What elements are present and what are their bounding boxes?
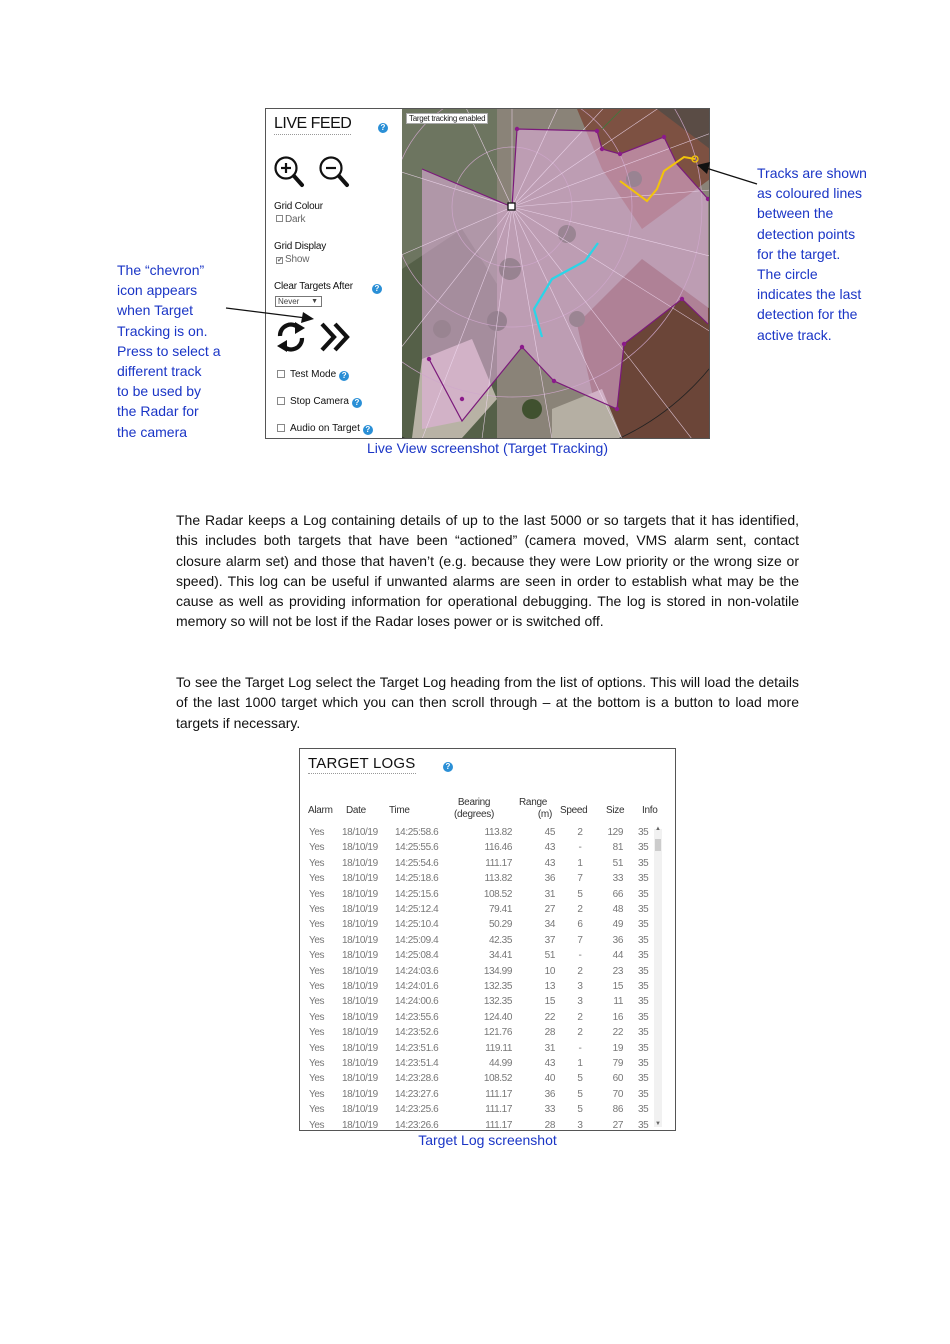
help-icon[interactable]: ? xyxy=(339,371,349,381)
cell-speed: 2 xyxy=(577,904,583,915)
help-icon[interactable]: ? xyxy=(372,284,382,294)
cell-speed: 3 xyxy=(577,996,583,1008)
cell-date: 18/10/19 xyxy=(342,857,378,869)
cell-size: 49 xyxy=(612,919,623,931)
cell-bearing: 119.11 xyxy=(485,1042,512,1054)
dropdown-arrow-icon: ▼ xyxy=(311,298,318,305)
table-row[interactable] xyxy=(300,918,675,933)
cell-time: 14:25:15.6 xyxy=(395,888,439,900)
cell-time: 14:24:00.6 xyxy=(395,996,439,1008)
chevron-annotation xyxy=(117,260,235,442)
cell-info: 35 xyxy=(638,1058,649,1069)
cell-info: 35 xyxy=(638,827,649,838)
cell-range: 51 xyxy=(544,950,555,962)
cell-size: 70 xyxy=(612,1088,623,1100)
cell-range: 31 xyxy=(544,1042,555,1054)
cell-size: 23 xyxy=(612,965,623,977)
cell-bearing: 116.46 xyxy=(484,842,512,854)
table-row[interactable] xyxy=(300,1042,675,1057)
cell-size: 81 xyxy=(612,842,623,854)
cell-bearing: 111.17 xyxy=(485,857,512,869)
table-row[interactable] xyxy=(300,903,675,918)
column-header-date[interactable]: Date xyxy=(346,805,366,816)
column-header-size[interactable]: Size xyxy=(606,805,625,816)
cell-speed: 5 xyxy=(577,888,583,900)
tracks-annotation-line: as coloured lines xyxy=(757,185,863,202)
cell-size: 66 xyxy=(612,888,623,900)
column-header-time[interactable]: Time xyxy=(389,805,410,816)
cell-speed: 6 xyxy=(577,919,583,931)
cell-alarm: Yes xyxy=(309,1073,325,1085)
cell-info: 35 xyxy=(638,888,649,900)
cell-range: 36 xyxy=(544,873,555,885)
table-row[interactable] xyxy=(300,1088,675,1103)
cell-speed: 2 xyxy=(577,1027,583,1039)
cell-time: 14:23:27.6 xyxy=(395,1088,439,1100)
column-header-bearing-line1: Bearing xyxy=(457,797,491,808)
column-header-bearing[interactable] xyxy=(446,797,502,821)
cell-alarm: Yes xyxy=(309,827,325,838)
cell-bearing: 42.35 xyxy=(488,934,512,946)
cell-time: 14:25:10.4 xyxy=(395,919,439,931)
cell-speed: - xyxy=(578,1042,582,1054)
table-row[interactable] xyxy=(300,995,675,1010)
tracks-annotation-line: for the target. xyxy=(757,245,841,262)
table-row[interactable] xyxy=(300,965,675,980)
cell-time: 14:23:25.6 xyxy=(395,1104,439,1116)
cell-speed: - xyxy=(578,842,582,854)
cell-date: 18/10/19 xyxy=(342,1027,378,1039)
table-row[interactable] xyxy=(300,826,675,841)
table-row[interactable] xyxy=(300,872,675,887)
cell-alarm: Yes xyxy=(309,842,325,854)
cell-info: 35 xyxy=(638,950,649,962)
tracks-annotation-line: between the xyxy=(757,205,834,222)
cell-range: 22 xyxy=(544,1011,555,1023)
cell-range: 10 xyxy=(544,965,555,977)
test-mode-label: Test Mode xyxy=(290,369,337,380)
cell-bearing: 113.82 xyxy=(484,827,512,838)
scrollbar-thumb[interactable] xyxy=(655,839,661,851)
target-logs-table-body[interactable] xyxy=(300,826,675,1130)
table-row[interactable] xyxy=(300,1072,675,1087)
cell-date: 18/10/19 xyxy=(342,873,378,885)
cell-time: 14:23:51.6 xyxy=(395,1042,439,1054)
cell-date: 18/10/19 xyxy=(342,842,378,854)
cell-range: 15 xyxy=(544,996,555,1008)
cell-info: 35 xyxy=(638,919,649,931)
cell-alarm: Yes xyxy=(309,857,325,869)
cell-range: 45 xyxy=(544,827,555,838)
cell-size: 60 xyxy=(612,1073,623,1085)
cell-speed: 2 xyxy=(577,827,583,838)
cell-alarm: Yes xyxy=(309,919,325,931)
help-icon[interactable]: ? xyxy=(363,425,373,435)
cell-bearing: 108.52 xyxy=(483,1073,512,1085)
scroll-up-arrow-icon[interactable]: ▲ xyxy=(655,826,661,832)
cell-info: 35 xyxy=(638,1011,649,1023)
cell-size: 79 xyxy=(612,1058,623,1069)
scrollbar[interactable] xyxy=(654,829,662,1127)
live-view-caption: Live View screenshot (Target Tracking) xyxy=(367,440,608,456)
cell-time: 14:25:09.4 xyxy=(395,934,439,946)
cell-speed: 7 xyxy=(577,873,583,885)
cell-bearing: 121.76 xyxy=(483,1027,512,1039)
cell-bearing: 79.41 xyxy=(488,904,512,915)
cell-date: 18/10/19 xyxy=(342,1058,378,1069)
cell-alarm: Yes xyxy=(309,1119,325,1130)
target-logs-title: TARGET LOGS xyxy=(308,755,416,772)
cell-size: 129 xyxy=(607,827,623,838)
cell-range: 13 xyxy=(544,981,555,992)
scroll-down-arrow-icon[interactable]: ▼ xyxy=(655,1121,661,1127)
cell-info: 35 xyxy=(638,1104,649,1116)
cell-alarm: Yes xyxy=(309,996,325,1008)
cell-alarm: Yes xyxy=(309,873,325,885)
column-header-bearing-line2: (degrees) xyxy=(453,809,495,820)
table-row[interactable] xyxy=(300,1026,675,1041)
cell-speed: 2 xyxy=(577,965,583,977)
cell-time: 14:24:01.6 xyxy=(395,981,439,992)
cell-date: 18/10/19 xyxy=(342,934,378,946)
cell-bearing: 124.40 xyxy=(483,1011,512,1023)
cell-time: 14:25:18.6 xyxy=(395,873,439,885)
cell-time: 14:25:58.6 xyxy=(395,827,439,838)
cell-date: 18/10/19 xyxy=(342,1088,378,1100)
table-row[interactable] xyxy=(300,949,675,964)
table-row[interactable] xyxy=(300,1011,675,1026)
stop-camera-label: Stop Camera xyxy=(290,396,349,407)
paragraph-target-log-intro: The Radar keeps a Log containing details of up to the last 5000 or so targets that it has identified, this includes both targets that have been “actioned” (camera moved, VMS alarm sent, contact closure alarm set) and those that haven’t (e.g. because they were Low priority or the wrong size or speed). This log can be useful if unwanted alarms are seen in order to establish what may be the cause as well as providing information for operational debugging. The log is stored in non-volatile memory so will not be lost if the Radar loses power or is switched off. xyxy=(176,512,799,630)
cell-size: 27 xyxy=(612,1119,623,1130)
cell-speed: 5 xyxy=(577,1088,583,1100)
cell-speed: 5 xyxy=(577,1104,583,1116)
cell-range: 28 xyxy=(544,1119,555,1130)
audio-on-target-label: Audio on Target xyxy=(290,423,360,434)
table-row[interactable] xyxy=(300,888,675,903)
cell-range: 28 xyxy=(544,1027,555,1039)
cell-alarm: Yes xyxy=(309,1088,325,1100)
cell-size: 19 xyxy=(612,1042,623,1054)
help-icon[interactable]: ? xyxy=(378,123,388,133)
paragraph-target-log-howto: To see the Target Log select the Target Log heading from the list of options. This will load the details of the last 1000 target which you can then scroll through – at the bottom is a button to load more targets if necessary. xyxy=(176,674,799,731)
cell-bearing: 132.35 xyxy=(483,981,512,992)
cell-range: 27 xyxy=(544,904,555,915)
cell-speed: 3 xyxy=(577,1119,583,1130)
cell-alarm: Yes xyxy=(309,1058,325,1069)
cell-bearing: 111.17 xyxy=(485,1119,512,1130)
cell-size: 48 xyxy=(612,904,623,915)
cell-info: 35 xyxy=(638,1088,649,1100)
cell-info: 35 xyxy=(638,904,649,915)
cell-date: 18/10/19 xyxy=(342,1119,378,1130)
cell-date: 18/10/19 xyxy=(342,1073,378,1085)
cell-bearing: 113.82 xyxy=(484,873,512,885)
column-header-range-line2: (m) xyxy=(537,809,552,820)
cell-size: 11 xyxy=(613,996,623,1008)
cell-date: 18/10/19 xyxy=(342,919,378,931)
cell-range: 43 xyxy=(544,1058,555,1069)
cell-range: 40 xyxy=(544,1073,555,1085)
cell-date: 18/10/19 xyxy=(342,965,378,977)
table-row[interactable] xyxy=(300,1103,675,1118)
cell-date: 18/10/19 xyxy=(342,888,378,900)
cell-alarm: Yes xyxy=(309,965,325,977)
cell-alarm: Yes xyxy=(309,950,325,962)
cell-speed: 1 xyxy=(577,857,583,869)
grid-colour-label: Grid Colour xyxy=(274,201,323,212)
table-row[interactable] xyxy=(300,857,675,872)
column-header-info[interactable]: Info xyxy=(642,805,658,816)
cell-bearing: 34.41 xyxy=(488,950,512,962)
tracks-annotation-line: detection for the xyxy=(757,306,858,323)
live-feed-title: LIVE FEED xyxy=(274,115,351,135)
map-status-label: Target tracking enabled xyxy=(406,113,488,124)
cell-info: 35 xyxy=(638,981,649,992)
help-icon[interactable]: ? xyxy=(352,398,362,408)
cell-time: 14:23:55.6 xyxy=(395,1011,439,1023)
chevron-annotation-line: The “chevron” xyxy=(117,262,205,278)
cell-alarm: Yes xyxy=(309,904,325,915)
cell-size: 86 xyxy=(612,1104,623,1116)
chevron-annotation-line: when Target xyxy=(117,302,194,319)
cell-range: 33 xyxy=(544,1104,555,1116)
cell-range: 36 xyxy=(544,1088,555,1100)
target-logs-screenshot xyxy=(299,748,676,1131)
cell-speed: 3 xyxy=(577,981,583,992)
cell-info: 35 xyxy=(638,996,649,1008)
grid-display-label: Grid Display xyxy=(274,241,327,252)
cell-alarm: Yes xyxy=(309,1027,325,1039)
table-row[interactable] xyxy=(300,934,675,949)
cell-alarm: Yes xyxy=(309,1104,325,1116)
target-log-caption: Target Log screenshot xyxy=(418,1132,557,1148)
cell-info: 35 xyxy=(638,842,649,854)
cell-size: 22 xyxy=(612,1027,623,1039)
cell-date: 18/10/19 xyxy=(342,1042,378,1054)
cell-size: 33 xyxy=(612,873,623,885)
cell-bearing: 111.17 xyxy=(485,1104,512,1116)
column-header-speed[interactable]: Speed xyxy=(560,805,588,816)
tracks-annotation-line: detection points xyxy=(757,225,856,242)
tracks-annotation xyxy=(757,163,887,345)
cell-speed: 2 xyxy=(577,1011,583,1023)
tracks-annotation-line: Tracks are shown xyxy=(757,165,867,181)
cell-time: 14:25:12.4 xyxy=(395,904,439,915)
cell-info: 35 xyxy=(638,934,649,946)
cell-alarm: Yes xyxy=(309,934,325,946)
cell-alarm: Yes xyxy=(309,981,325,992)
cell-alarm: Yes xyxy=(309,1011,325,1023)
cell-info: 35 xyxy=(638,873,649,885)
cell-date: 18/10/19 xyxy=(342,1104,378,1116)
cell-date: 18/10/19 xyxy=(342,904,378,915)
cell-info: 35 xyxy=(638,1027,649,1039)
column-header-range-line1: Range xyxy=(519,797,547,808)
cell-bearing: 111.17 xyxy=(485,1088,512,1100)
cell-date: 18/10/19 xyxy=(342,950,378,962)
cell-info: 35 xyxy=(638,857,649,869)
cell-size: 16 xyxy=(612,1011,623,1023)
cell-range: 43 xyxy=(544,857,555,869)
clear-targets-label: Clear Targets After xyxy=(274,281,353,292)
cell-info: 35 xyxy=(638,965,649,977)
cell-speed: - xyxy=(578,950,582,962)
cell-time: 14:23:51.4 xyxy=(395,1058,439,1069)
cell-bearing: 134.99 xyxy=(483,965,512,977)
cell-time: 14:25:55.6 xyxy=(395,842,439,854)
cell-alarm: Yes xyxy=(309,1042,325,1054)
cell-info: 35 xyxy=(638,1073,649,1085)
cell-speed: 1 xyxy=(577,1058,583,1069)
chevron-annotation-line: Press to select a xyxy=(117,342,221,359)
tracks-annotation-line: The circle xyxy=(757,266,818,283)
column-header-range[interactable] xyxy=(514,797,552,821)
cell-size: 15 xyxy=(612,981,623,992)
grid-display-option-label: Show xyxy=(285,254,310,265)
cell-range: 43 xyxy=(544,842,555,854)
column-header-alarm[interactable]: Alarm xyxy=(308,805,333,816)
chevron-annotation-line: the Radar for xyxy=(117,403,199,420)
table-row[interactable] xyxy=(300,841,675,856)
chevron-annotation-line: different track xyxy=(117,363,202,380)
cell-speed: 5 xyxy=(577,1073,583,1085)
clear-targets-value: Never xyxy=(278,297,300,306)
cell-range: 37 xyxy=(544,934,555,946)
cell-time: 14:23:26.6 xyxy=(395,1119,439,1130)
cell-range: 31 xyxy=(544,888,555,900)
cell-info: 35 xyxy=(638,1119,649,1130)
cell-time: 14:25:08.4 xyxy=(395,950,439,962)
cell-size: 44 xyxy=(612,950,623,962)
chevron-annotation-line: icon appears xyxy=(117,282,198,299)
cell-speed: 7 xyxy=(577,934,583,946)
chevron-annotation-line: Tracking is on. xyxy=(117,322,208,339)
cell-date: 18/10/19 xyxy=(342,981,378,992)
cell-time: 14:25:54.6 xyxy=(395,857,439,869)
cell-alarm: Yes xyxy=(309,888,325,900)
cell-time: 14:24:03.6 xyxy=(395,965,439,977)
table-header xyxy=(300,795,675,825)
cell-date: 18/10/19 xyxy=(342,827,378,838)
cell-time: 14:23:28.6 xyxy=(395,1073,439,1085)
chevron-annotation-line: the camera xyxy=(117,423,188,440)
cell-date: 18/10/19 xyxy=(342,1011,378,1023)
grid-colour-option-label: Dark xyxy=(285,214,306,225)
cell-range: 34 xyxy=(544,919,555,931)
table-row[interactable] xyxy=(300,1057,675,1072)
cell-date: 18/10/19 xyxy=(342,996,378,1008)
checked-checkbox-icon[interactable]: ✔ xyxy=(277,257,283,264)
cell-bearing: 108.52 xyxy=(483,888,512,900)
table-row[interactable] xyxy=(300,980,675,995)
cell-bearing: 50.29 xyxy=(488,919,512,931)
chevron-annotation-line: to be used by xyxy=(117,383,202,400)
table-row[interactable] xyxy=(300,1119,675,1130)
tracks-annotation-line: indicates the last xyxy=(757,286,862,303)
cell-time: 14:23:52.6 xyxy=(395,1027,439,1039)
cell-bearing: 132.35 xyxy=(483,996,512,1008)
cell-size: 51 xyxy=(612,857,623,869)
tracks-annotation-line: active track. xyxy=(757,326,832,343)
cell-info: 35 xyxy=(638,1042,649,1054)
help-icon[interactable]: ? xyxy=(443,762,453,772)
cell-bearing: 44.99 xyxy=(488,1058,512,1069)
cell-size: 36 xyxy=(612,934,623,946)
